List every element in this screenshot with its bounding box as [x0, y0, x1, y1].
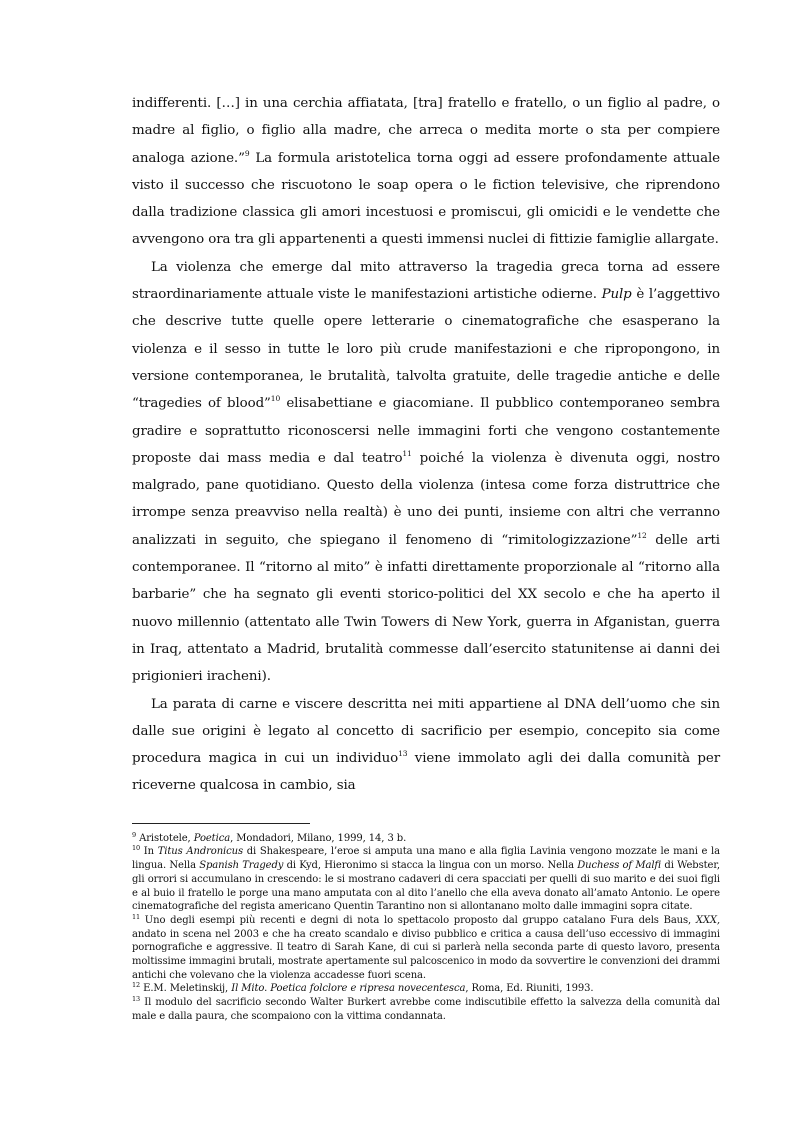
text-run: poiché la violenza è divenuta oggi, nostro malgrado, pane quotidiano. Questo della violenza (intesa come forza distruttrice che irrompe senza preavviso nella realtà) è uno dei punti, insieme con altri che verranno analizzati in seguito, che spiegano il fenomeno di “rimitologizzazione”	[132, 450, 720, 548]
text-run: , Mondadori, Milano, 1999, 14, 3 b.	[230, 832, 407, 844]
text-run: La formula aristotelica torna oggi ad essere profondamente attuale visto il successo che riscuotono le soap opera o le fiction televisive, che riprendono dalla tradizione classica gli amori incestuosi e promiscui, gli omicidi e le vendette che avvengono ora tra gli appartenenti a questi immensi nuclei di fittizie famiglie allargate.	[132, 150, 720, 248]
text-run: di Shakespeare, l’eroe si amputa una mano e alla figlia Lavinia vengono mozzate le mani e la lingua. Nella	[132, 846, 720, 872]
footnote-ref: 11	[402, 448, 412, 458]
footnote	[132, 982, 720, 996]
footnote	[132, 832, 720, 846]
text-run: di Kyd, Hieronimo si stacca la lingua con un morso. Nella	[283, 860, 578, 872]
text-run: , Roma, Ed. Riuniti, 1993.	[465, 983, 594, 995]
footnote	[132, 845, 720, 914]
text-run: E.M. Meletinskij,	[140, 983, 232, 995]
footnote-ref: 12	[637, 530, 647, 540]
text-run: di Webster, gli orrori si accumulano in crescendo: le si mostrano cadaveri di cera spacciati per quelli di suo marito e dei suoi figli e al buio il fratello le porge una mano amputata con al dito l’anello che ella aveva donato all’amato Antonio. Le opere cinematografiche del regista americano Quentin Tarantino non si allontanano molto dalle immagini sopra citate.	[132, 860, 720, 913]
text-run: In	[140, 846, 158, 858]
footnotes	[132, 832, 720, 1024]
text-run: elisabettiane e giacomiane. Il pubblico contemporaneo sembra gradire e soprattutto riconoscersi nelle immagini forti che vengono costantemente proposte dai mass media e dal teatro	[132, 396, 721, 466]
footnote-ref: 13	[398, 749, 408, 759]
footnote-ref: 10	[132, 844, 141, 853]
footnote-ref: 11	[132, 912, 141, 921]
text-run: delle arti contemporanee. Il “ritorno al mito” è infatti direttamente proporzionale al “ritorno alla barbarie” che ha segnato gli eventi storico-politici del XX secolo e che ha aperto il nuovo millennio (attentato alle Twin Towers di New York, guerra in Afganistan, guerra in Iraq, attentato a Madrid, brutalità commesse dall’esercito statunitense ai danni dei prigionieri iracheni).	[132, 532, 720, 685]
paragraph	[132, 254, 720, 691]
footnote-ref: 9	[132, 830, 137, 839]
footnote-ref: 13	[132, 995, 141, 1004]
text-run: La parata di carne e viscere descritta nei miti appartiene al DNA dell’uomo che sin dalle sue origini è legato al concetto di sacrificio per esempio, concepito sia come procedura magica in cui un individuo	[132, 696, 720, 767]
text-run: è l’aggettivo che descrive tutte quelle opere letterarie o cinematografiche che esasperano la violenza e il sesso in tutte le loro più crude manifestazioni e che ripropongono, in versione contemporanea, le brutalità, talvolta gratuite, delle tragedie antiche e delle “tragedies of blood”	[132, 287, 720, 412]
footnote-separator	[132, 823, 310, 824]
text-run: La violenza che emerge dal mito attraverso la tragedia greca torna ad essere straordinariamente attuale viste le manifestazioni artistiche odierne.	[132, 259, 720, 303]
paragraph	[132, 90, 720, 254]
italic-text: XXX,	[695, 914, 720, 926]
italic-text: Duchess of Malfi	[577, 860, 662, 872]
footnote	[132, 996, 720, 1023]
italic-text: Poetica	[193, 832, 231, 844]
italic-text: Pulp	[601, 287, 632, 303]
footnote-ref: 10	[270, 394, 281, 404]
body-text	[132, 90, 720, 800]
text-run: Uno degli esempi più recenti e degni di nota lo spettacolo proposto dal gruppo catalano Fura dels Baus,	[140, 914, 696, 926]
text-run: Il modulo del sacrificio secondo Walter Burkert avrebbe come indiscutibile effetto la salvezza della comunità dal male e dalla paura, che scompaiono con la vittima condannata.	[132, 997, 720, 1022]
footnote	[132, 914, 720, 983]
paragraph	[132, 691, 720, 800]
italic-text: Il Mito. Poetica folclore e ripresa novecentesca	[231, 983, 466, 995]
text-run: viene immolato agli dei dalla comunità per riceverne qualcosa in cambio, sia	[132, 751, 721, 794]
text-run: indifferenti. […] in una cerchia affiatata, [tra] fratello e fratello, o un figlio al padre, o madre al figlio, o figlio alla madre, che arreca o medita morte o sta per compiere analoga azione.”	[132, 96, 720, 166]
document-page	[132, 90, 720, 1024]
footnote-ref: 12	[132, 981, 141, 990]
text-run: andato in scena nel 2003 e che ha creato scandalo e diviso pubblico e critica a causa dell’uso eccessivo di immagini pornografiche e aggressive. Il teatro di Sarah Kane, di cui si parlerà nella seconda parte di questo lavoro, presenta moltissime immagini brutali, mostrate apertamente sul palcoscenico in modo da sovvertire le convenzioni dei drammi antichi che volevano che la violenza accadesse fuori scena.	[132, 928, 720, 981]
footnote-ref: 9	[244, 148, 250, 158]
italic-text: Spanish Tragedy	[199, 860, 284, 872]
text-run: Aristotele,	[136, 832, 194, 844]
italic-text: Titus Andronicus	[157, 846, 244, 858]
